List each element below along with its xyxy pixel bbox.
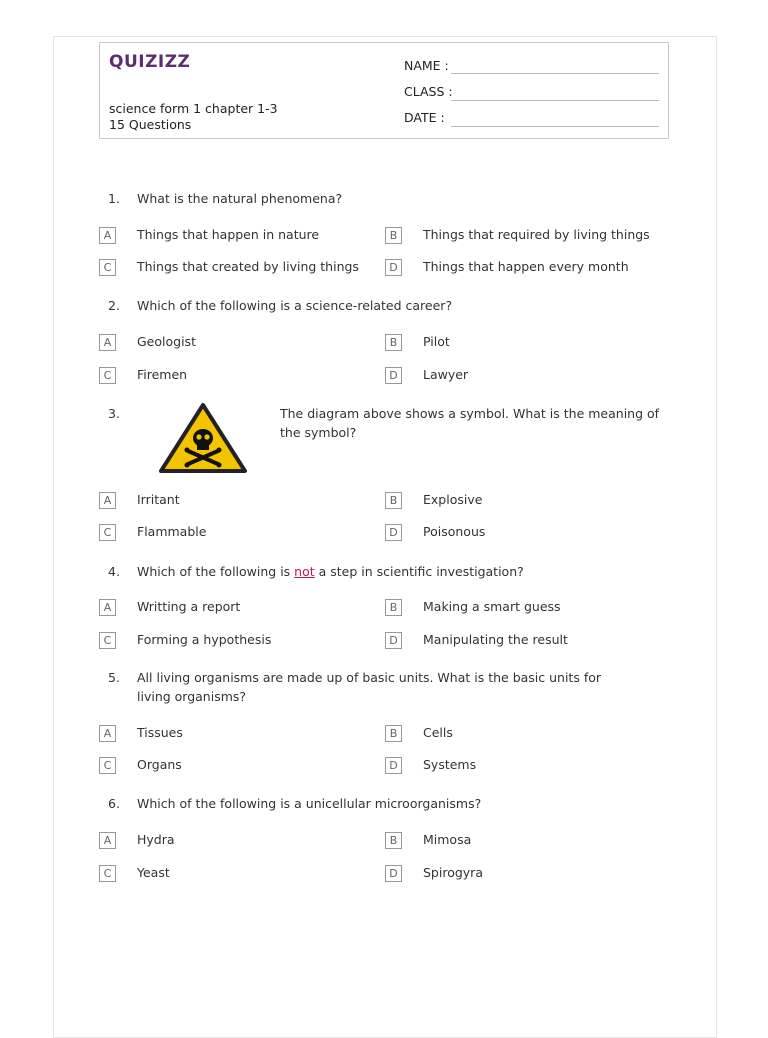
option-text: Explosive bbox=[423, 492, 483, 507]
option-text: Tissues bbox=[137, 725, 183, 740]
option-text: Yeast bbox=[137, 865, 170, 880]
highlighted-word: not bbox=[294, 564, 315, 579]
option-box-b[interactable]: B bbox=[385, 227, 402, 244]
option-text: Things that happen in nature bbox=[137, 227, 320, 242]
worksheet-header bbox=[99, 42, 669, 139]
question-text bbox=[137, 562, 637, 581]
option-text: Manipulating the result bbox=[423, 632, 568, 647]
option-text: Lawyer bbox=[423, 367, 469, 382]
option-text: Making a smart guess bbox=[423, 599, 561, 614]
option-box-a[interactable]: A bbox=[99, 599, 116, 616]
question-number: 6. bbox=[108, 796, 120, 811]
question-text: The diagram above shows a symbol. What is the meaning of the symbol? bbox=[280, 406, 660, 440]
option-box-b[interactable]: B bbox=[385, 334, 402, 351]
worksheet-title: science form 1 chapter 1-3 bbox=[109, 101, 278, 116]
option-box-a[interactable]: A bbox=[99, 832, 116, 849]
option-box-b[interactable]: B bbox=[385, 725, 402, 742]
option-text: Things that happen every month bbox=[423, 259, 629, 274]
option-text: Pilot bbox=[423, 334, 450, 349]
question-count: 15 Questions bbox=[109, 117, 192, 132]
option-text: Writting a report bbox=[137, 599, 241, 614]
option-box-b[interactable]: B bbox=[385, 832, 402, 849]
question-number: 5. bbox=[108, 670, 120, 685]
question-number: 1. bbox=[108, 191, 120, 206]
option-text: Firemen bbox=[137, 367, 188, 382]
option-text: Hydra bbox=[137, 832, 175, 847]
date-label: DATE : bbox=[404, 110, 445, 125]
question-text: What is the natural phenomena? bbox=[137, 191, 343, 206]
option-box-a[interactable]: A bbox=[99, 227, 116, 244]
option-box-d[interactable]: D bbox=[385, 367, 402, 384]
option-text: Things that required by living things bbox=[423, 227, 650, 242]
option-text: Things that created by living things bbox=[137, 259, 359, 274]
option-text: Systems bbox=[423, 757, 477, 772]
option-box-c[interactable]: C bbox=[99, 259, 116, 276]
name-field[interactable] bbox=[451, 73, 659, 74]
option-text: Mimosa bbox=[423, 832, 472, 847]
option-box-d[interactable]: D bbox=[385, 865, 402, 882]
option-box-d[interactable]: D bbox=[385, 259, 402, 276]
option-text: Geologist bbox=[137, 334, 196, 349]
class-field[interactable] bbox=[451, 100, 659, 101]
option-text: Poisonous bbox=[423, 524, 486, 539]
question-number: 2. bbox=[108, 298, 120, 313]
option-box-d[interactable]: D bbox=[385, 757, 402, 774]
option-box-d[interactable]: D bbox=[385, 524, 402, 541]
date-field[interactable] bbox=[451, 126, 659, 127]
option-box-c[interactable]: C bbox=[99, 757, 116, 774]
option-box-c[interactable]: C bbox=[99, 632, 116, 649]
option-box-c[interactable]: C bbox=[99, 865, 116, 882]
option-box-a[interactable]: A bbox=[99, 334, 116, 351]
question-text-after: a step in scientific investigation? bbox=[314, 564, 524, 579]
option-box-c[interactable]: C bbox=[99, 367, 116, 384]
option-text: Forming a hypothesis bbox=[137, 632, 272, 647]
option-box-d[interactable]: D bbox=[385, 632, 402, 649]
poison-skull-warning-icon bbox=[138, 401, 268, 475]
question-text: Which of the following is a unicellular microorganisms? bbox=[137, 796, 482, 811]
option-text: Irritant bbox=[137, 492, 180, 507]
name-label: NAME : bbox=[404, 58, 449, 73]
option-box-b[interactable]: B bbox=[385, 492, 402, 509]
option-box-a[interactable]: A bbox=[99, 492, 116, 509]
question-number: 3. bbox=[108, 406, 120, 421]
option-text: Flammable bbox=[137, 524, 207, 539]
option-box-c[interactable]: C bbox=[99, 524, 116, 541]
option-text: Cells bbox=[423, 725, 453, 740]
question-text-before: Which of the following is bbox=[137, 564, 295, 579]
option-text: Spirogyra bbox=[423, 865, 483, 880]
option-box-b[interactable]: B bbox=[385, 599, 402, 616]
question-text: Which of the following is a science-related career? bbox=[137, 298, 453, 313]
question-text: All living organisms are made up of basic units. What is the basic units for living organisms? bbox=[137, 670, 602, 704]
class-label: CLASS : bbox=[404, 84, 453, 99]
option-text: Organs bbox=[137, 757, 182, 772]
question-number: 4. bbox=[108, 564, 120, 579]
option-box-a[interactable]: A bbox=[99, 725, 116, 742]
quizizz-logo: QUIZIZZ bbox=[109, 52, 191, 72]
